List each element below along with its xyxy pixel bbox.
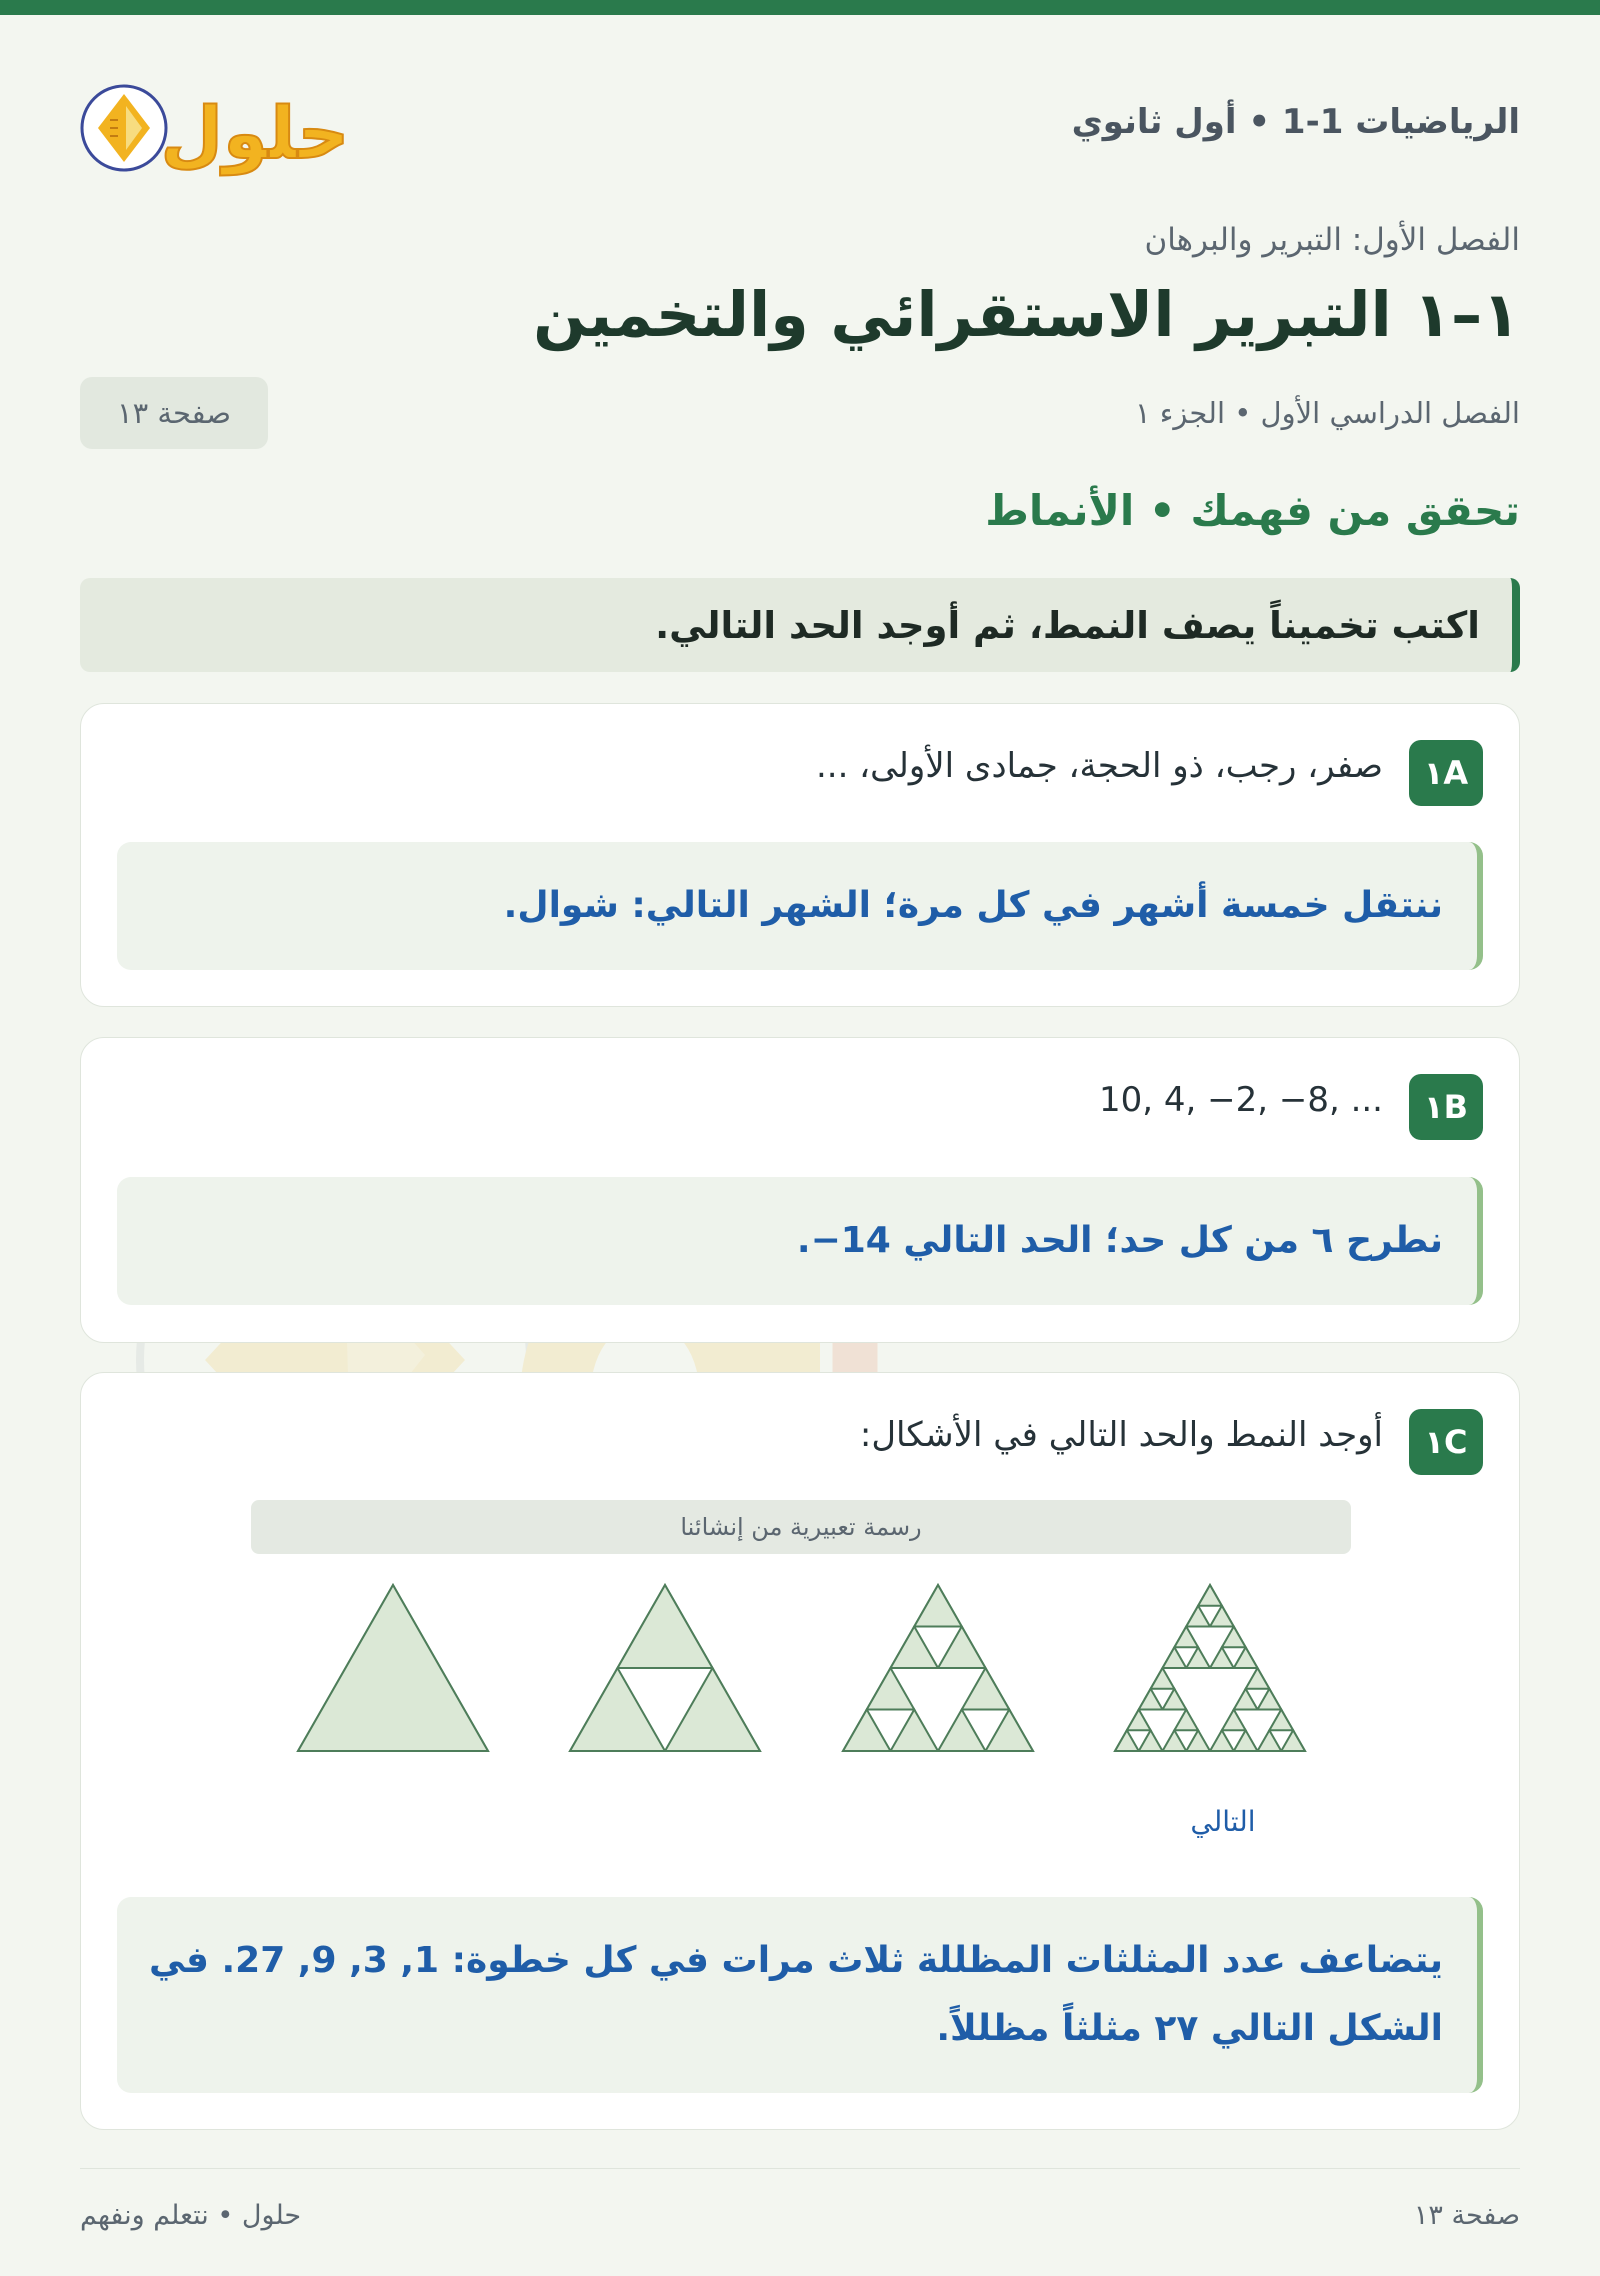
instruction-text: اكتب تخميناً يصف النمط، ثم أوجد الحد التالي. — [655, 603, 1480, 647]
answer-text: ننتقل خمسة أشهر في كل مرة؛ الشهر التالي: شوال. — [503, 885, 1443, 926]
exercise-answer — [117, 1177, 1483, 1305]
answer-text: يتضاعف عدد المثلثات المظللة ثلاث مرات في كل خطوة: 1, 3, 9, 27. في الشكل التالي ٢٧ مثلثاً مظللاً. — [148, 1940, 1443, 2049]
instruction-banner — [80, 578, 1520, 672]
subject-title: الرياضيات 1-1 • أول ثانوي — [1071, 102, 1520, 142]
exercise-card-1a — [80, 703, 1520, 1007]
shaded-triangle — [1198, 1585, 1222, 1606]
triangle-figure-3 — [841, 1583, 1035, 1755]
exercise-badge: ١C — [1409, 1409, 1483, 1475]
exercise-badge: ١A — [1409, 740, 1483, 806]
brand-logo[interactable] — [80, 60, 360, 190]
term-label: الفصل الدراسي الأول • الجزء ١ — [1134, 396, 1520, 430]
exercise-question: صفر، رجب، ذو الحجة، جمادى الأولى، ... — [815, 746, 1383, 786]
footer-page-number: صفحة ١٣ — [1413, 2200, 1520, 2231]
caption-text: رسمة تعبيرية من إنشائنا — [680, 1513, 922, 1541]
exercise-question: أوجد النمط والحد التالي في الأشكال: — [859, 1415, 1383, 1455]
exercise-question: 10, 4, −2, −8, ... — [1098, 1080, 1383, 1120]
exercise-answer — [117, 842, 1483, 970]
shaded-triangle — [298, 1585, 488, 1751]
lesson-title: ١–١ التبرير الاستقرائي والتخمين — [533, 278, 1520, 351]
exercise-badge: ١B — [1409, 1074, 1483, 1140]
figure-caption — [251, 1500, 1351, 1554]
logo-wordmark: حلول — [160, 91, 350, 175]
footer-divider — [80, 2168, 1520, 2169]
next-figure-label: التالي — [1190, 1805, 1256, 1838]
page-badge: صفحة ١٣ — [80, 377, 268, 449]
shaded-triangle — [914, 1585, 962, 1627]
answer-text: نطرح ٦ من كل حد؛ الحد التالي 14−. — [796, 1220, 1443, 1261]
exercise-card-1c — [80, 1372, 1520, 2130]
exercise-answer — [117, 1897, 1483, 2093]
top-accent-bar — [0, 0, 1600, 15]
page-header — [80, 60, 1520, 190]
exercise-card-1b — [80, 1037, 1520, 1343]
footer-brand: حلول • نتعلم ونفهم — [80, 2200, 302, 2231]
triangle-figure-next — [1113, 1583, 1307, 1755]
triangle-figure-1 — [296, 1583, 490, 1755]
chapter-label: الفصل الأول: التبرير والبرهان — [1144, 222, 1520, 258]
shaded-triangle — [618, 1585, 713, 1668]
book-diamond-icon — [80, 60, 360, 190]
triangle-figure-2 — [568, 1583, 762, 1755]
section-heading: تحقق من فهمك • الأنماط — [985, 486, 1520, 535]
